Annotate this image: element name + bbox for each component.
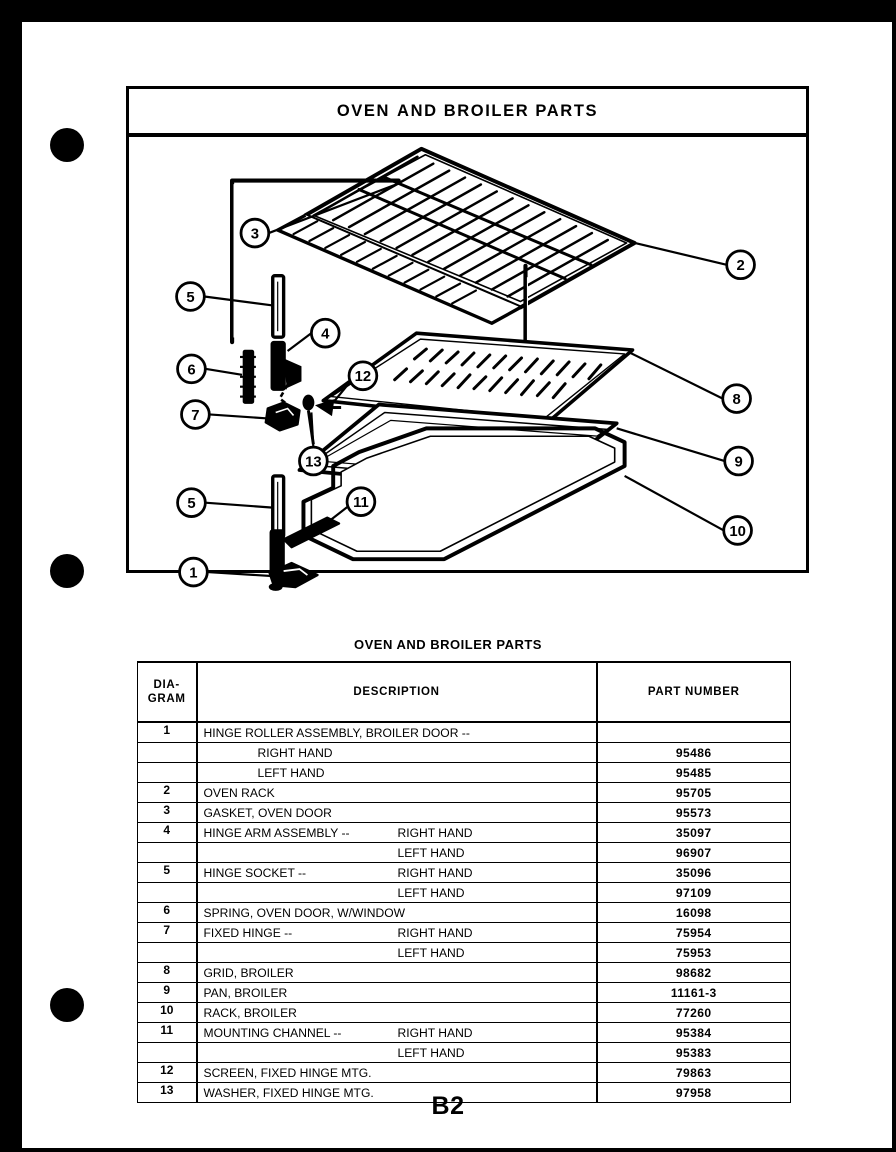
cell-diagram-number: 11 [138,1023,197,1043]
callout-5 [177,283,205,311]
part-fixed-hinge [266,403,300,431]
table-row [138,863,791,883]
part-number-text: 97958 [675,1085,712,1100]
table-row [138,843,791,863]
part-number-text [598,723,791,742]
callout-6 [178,355,206,383]
cell-diagram-number: 10 [138,1003,197,1023]
callout-number-label: 4 [321,326,330,343]
description-hand-variant: LEFT HAND [257,765,325,780]
cell-part-number [597,923,791,943]
table-row [138,983,791,1003]
callout-number-label: 5 [186,289,195,306]
parts-table-header-row [138,662,791,722]
page-border-bottom [0,1148,896,1152]
cell-description [197,963,597,983]
callout-5 [178,489,206,517]
callout-4 [311,319,339,347]
callout-number-label: 11 [353,495,369,512]
description-hand-variant: LEFT HAND [397,945,465,960]
cell-description [197,843,597,863]
callout-10 [724,517,752,545]
column-header-diagram: DIA- GRAM [138,662,197,722]
callout-number-label: 13 [305,454,322,471]
cell-part-number [597,903,791,923]
part-number-text: 96907 [675,845,712,860]
cell-part-number [597,1063,791,1083]
description-hand-variant: LEFT HAND [397,1045,465,1060]
cell-part-number [597,763,791,783]
cell-diagram-number: 2 [138,783,197,803]
callout-number-label: 5 [187,496,196,513]
illustration-title-word1: OVEN [336,101,391,120]
binder-hole-punch [50,988,84,1022]
part-number-text: 77260 [675,1005,712,1020]
callout-12 [349,362,377,390]
illustration-title-word2: AND BROILER PARTS [397,101,599,120]
description-text: SCREEN, FIXED HINGE MTG. [203,1065,372,1080]
cell-diagram-number: 13 [138,1083,197,1103]
table-row [138,1003,791,1023]
part-number-text: 95486 [675,745,712,760]
table-row [138,963,791,983]
cell-description [197,743,597,763]
cell-diagram-number [138,1043,197,1063]
cell-part-number [597,803,791,823]
cell-part-number [597,943,791,963]
part-hinge-arm-assembly [272,342,301,404]
part-number-text: 98682 [675,965,712,980]
table-row [138,1023,791,1043]
cell-part-number [597,1023,791,1043]
part-number-text: 97109 [675,885,712,900]
description-text: RACK, BROILER [203,1005,297,1020]
callout-number-label: 7 [191,407,200,424]
cell-diagram-number: 12 [138,1063,197,1083]
cell-description [197,1063,597,1083]
part-number-text: 95485 [675,765,712,780]
cell-description [197,923,597,943]
cell-diagram-number: 5 [138,863,197,883]
cell-description [197,983,597,1003]
cell-part-number [597,1003,791,1023]
table-row [138,803,791,823]
cell-description [197,763,597,783]
cell-part-number [597,983,791,1003]
cell-part-number [597,883,791,903]
description-text: MOUNTING CHANNEL -- [203,1025,342,1040]
callout-8 [723,385,751,413]
cell-part-number [597,743,791,763]
parts-table-heading: OVEN AND BROILER PARTS [354,637,542,652]
callout-1 [180,558,208,586]
callout-number-label: 6 [187,362,196,379]
binder-hole-punch [50,554,84,588]
table-row [138,1043,791,1063]
part-hinge-socket-lower [273,476,284,537]
cell-description [197,863,597,883]
callout-11 [347,488,375,516]
description-text: OVEN RACK [203,785,275,800]
description-hand-variant: RIGHT HAND [397,925,473,940]
table-row [138,783,791,803]
page-number: B2 [431,1092,465,1120]
illustration-panel [126,86,809,582]
description-text: FIXED HINGE -- [203,925,293,940]
cell-part-number [597,722,791,743]
cell-description [197,783,597,803]
table-row [138,743,791,763]
cell-diagram-number [138,843,197,863]
cell-diagram-number: 8 [138,963,197,983]
cell-diagram-number [138,743,197,763]
cell-diagram-number [138,763,197,783]
part-number-text: 95573 [675,805,712,820]
cell-part-number [597,783,791,803]
callout-number-label: 3 [250,226,260,243]
cell-diagram-number [138,883,197,903]
table-row [138,823,791,843]
cell-part-number [597,823,791,843]
cell-description [197,823,597,843]
cell-diagram-number: 9 [138,983,197,1003]
cell-diagram-number: 3 [138,803,197,823]
description-text: GASKET, OVEN DOOR [203,805,332,820]
part-hinge-socket-upper [273,276,284,337]
cell-diagram-number [138,943,197,963]
cell-description [197,883,597,903]
part-number-text: 95705 [675,785,712,800]
table-row [138,883,791,903]
part-number-text: 95384 [675,1025,712,1040]
description-text: HINGE ROLLER ASSEMBLY, BROILER DOOR -- [203,725,470,740]
cell-part-number [597,963,791,983]
cell-description [197,903,597,923]
illustration-title-bar [129,89,806,137]
callout-number-label: 1 [189,565,198,582]
table-row [138,763,791,783]
binder-hole-punch [50,128,84,162]
cell-diagram-number: 1 [138,722,197,743]
table-row [138,943,791,963]
description-hand-variant: RIGHT HAND [397,865,473,880]
part-number-text: 35097 [675,825,712,840]
callout-13 [299,447,327,475]
part-number-text: 35096 [675,865,712,880]
callout-3 [241,219,269,247]
callout-number-label: 2 [736,258,745,275]
page-border-top [0,0,896,22]
parts-table [137,661,791,1103]
column-header-part-number: PART NUMBER [597,662,791,722]
part-oven-rack [278,149,635,323]
callout-2 [727,251,755,279]
description-hand-variant: RIGHT HAND [397,825,473,840]
part-number-text: 11161-3 [670,985,717,1000]
callout-number-label: 12 [354,369,372,386]
table-row [138,1063,791,1083]
table-row [138,903,791,923]
cell-diagram-number: 6 [138,903,197,923]
cell-part-number [597,1043,791,1063]
description-text: HINGE ARM ASSEMBLY -- [203,825,350,840]
page-border-right [892,0,896,1152]
cell-diagram-number: 4 [138,823,197,843]
cell-diagram-number: 7 [138,923,197,943]
cell-description [197,1003,597,1023]
description-text: HINGE SOCKET -- [203,865,307,880]
callout-7 [182,401,210,429]
part-number-text: 16098 [675,905,712,920]
description-hand-variant: RIGHT HAND [257,745,333,760]
callout-9 [725,447,753,475]
description-text: WASHER, FIXED HINGE MTG. [203,1085,374,1100]
cell-description [197,1043,597,1063]
cell-description [197,1023,597,1043]
page-border-left [0,0,22,1152]
cell-description [197,722,597,743]
callout-number-label: 10 [729,523,746,540]
description-hand-variant: LEFT HAND [397,845,465,860]
table-row [138,722,791,743]
exploded-parts-diagram [129,137,806,582]
cell-part-number [597,863,791,883]
cell-part-number [597,843,791,863]
description-text: SPRING, OVEN DOOR, W/WINDOW [203,905,406,920]
part-number-text: 75954 [675,925,712,940]
description-text: GRID, BROILER [203,965,294,980]
description-text: PAN, BROILER [203,985,288,1000]
column-header-description: DESCRIPTION [197,662,597,722]
table-row [138,923,791,943]
part-number-text: 95383 [675,1045,712,1060]
part-number-text: 75953 [675,945,712,960]
callout-number-label: 9 [734,454,743,471]
cell-description [197,803,597,823]
description-hand-variant: LEFT HAND [397,885,465,900]
part-oven-door-spring [240,351,256,403]
description-hand-variant: RIGHT HAND [397,1025,473,1040]
part-number-text: 79863 [675,1065,712,1080]
cell-description [197,943,597,963]
callout-number-label: 8 [732,392,741,409]
